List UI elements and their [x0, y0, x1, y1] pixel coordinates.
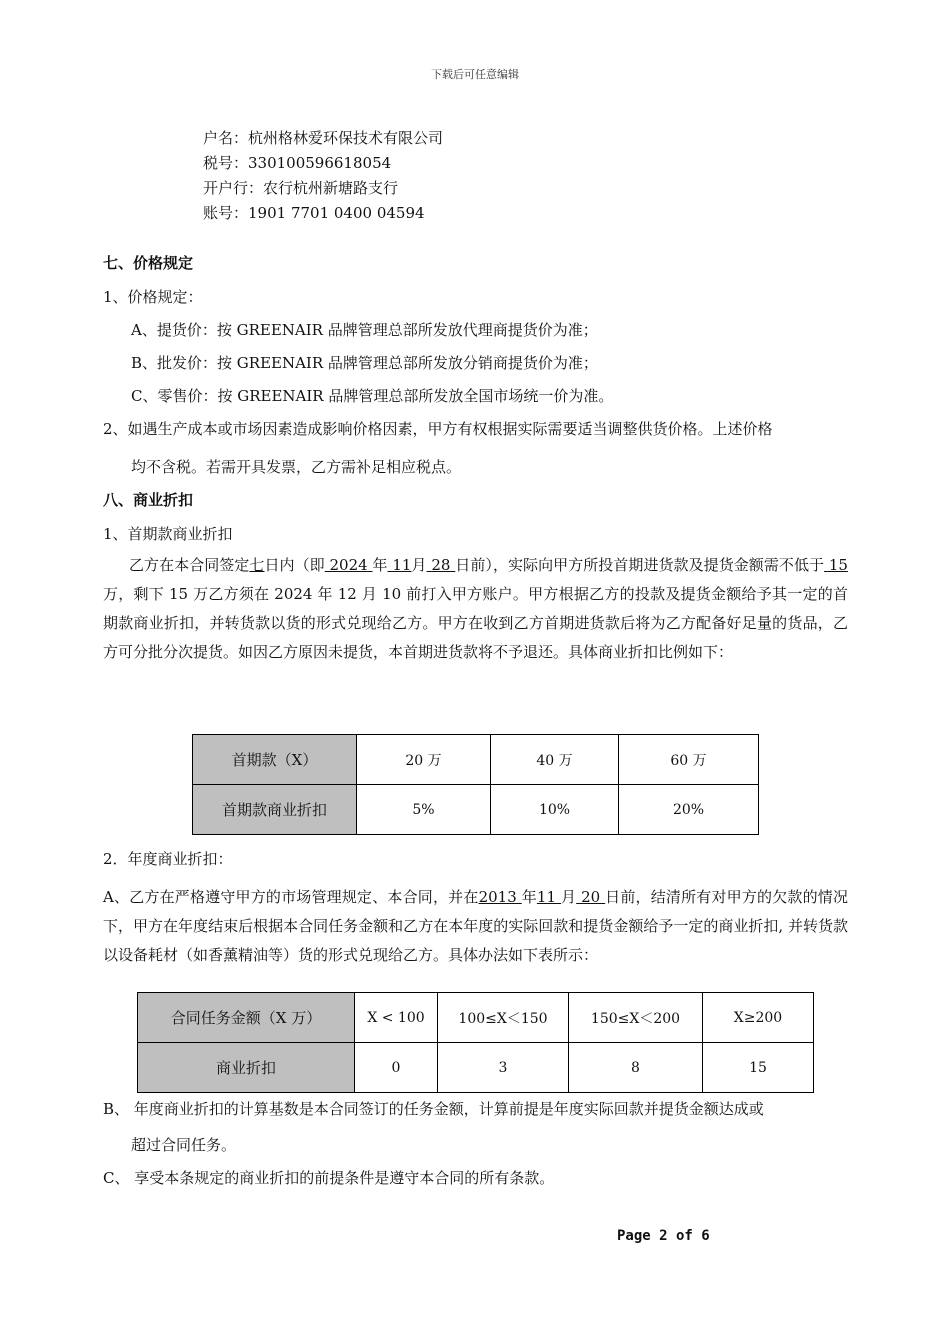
account-name: 户名：杭州格林爱环保技术有限公司 — [203, 129, 444, 147]
annual-discount-table — [137, 992, 814, 1093]
table1-cell: 40 万 — [491, 735, 619, 785]
sec8-paragraph-a: A、乙方在严格遵守甲方的市场管理规定、本合同，并在2013 年11 月 20 日前，结清所有对甲方的欠款的情况下，甲方在年度结束后根据本合同任务金额和乙方在本年度的实际回款和提货金额给予一定的商业折扣, 并转货款以设备耗材（如香薰精油等）货的形式兑现给乙方。具体办法如下表所示： — [103, 888, 849, 964]
table1-cell: 20% — [619, 785, 759, 835]
bank-branch: 开户行：农行杭州新塘路支行 — [203, 179, 399, 197]
table2-cell: X < 100 — [355, 993, 438, 1043]
sec8-item-b-line1: B、 年度商业折扣的计算基数是本合同签订的任务金额，计算前提是年度实际回款并提货金额达成或 — [103, 1100, 764, 1118]
sec7-item-a: A、提货价：按 GREENAIR 品牌管理总部所发放代理商提货价为准； — [131, 321, 598, 339]
table1-header-cell: 首期款商业折扣 — [193, 785, 357, 835]
section-8-title: 八、商业折扣 — [103, 491, 194, 509]
table1-cell: 60 万 — [619, 735, 759, 785]
table2-cell: 15 — [703, 1043, 814, 1093]
table2-cell: X≥200 — [703, 993, 814, 1043]
first-payment-discount-table — [192, 734, 759, 835]
table1-header-cell: 首期款（X） — [193, 735, 357, 785]
table2-cell: 8 — [569, 1043, 703, 1093]
table1-cell: 20 万 — [357, 735, 491, 785]
tax-number: 税号：330100596618054 — [203, 154, 392, 172]
table2-cell: 3 — [438, 1043, 569, 1093]
sec7-item2-line2: 均不含税。若需开具发票，乙方需补足相应税点。 — [131, 458, 462, 476]
page-number: Page 2 of 6 — [617, 1228, 710, 1244]
header-note: 下载后可任意编辑 — [431, 68, 519, 81]
sec7-item2-line1: 2、如遇生产成本或市场因素造成影响价格因素，甲方有权根据实际需要适当调整供货价格。上述价格 — [103, 420, 773, 438]
table1-cell: 5% — [357, 785, 491, 835]
table1-cell: 10% — [491, 785, 619, 835]
table2-cell: 0 — [355, 1043, 438, 1093]
table2-header-cell: 商业折扣 — [138, 1043, 355, 1093]
sec7-item-b: B、批发价：按 GREENAIR 品牌管理总部所发放分销商提货价为准； — [131, 354, 598, 372]
sec8-item1: 1、首期款商业折扣 — [103, 525, 233, 543]
table2-cell: 150≤X＜200 — [569, 993, 703, 1043]
table2-header-cell: 合同任务金额（X 万） — [138, 993, 355, 1043]
sec7-item-c: C、零售价：按 GREENAIR 品牌管理总部所发放全国市场统一价为准。 — [131, 387, 614, 405]
sec8-paragraph-1: 乙方在本合同签定七日内（即 2024 年 11月 28 日前），实际向甲方所投首期进货款及提货金额需不低于 15 万，剩下 15 万乙方须在 2024 年 12 月 10 前打入甲方账户。甲方根据乙方的投款及提货金额给予其一定的首期款商业折扣，并转货款以货的形式兑现给乙方。甲方在收到乙方首期进货款后将为乙方配备好足量的货品，乙方可分批分次提货。如因乙方原因未提货，本首期进货款将不予退还。具体商业折扣比例如下： — [103, 556, 848, 661]
sec7-item1: 1、价格规定： — [103, 288, 203, 306]
sec8-item-b-line2: 超过合同任务。 — [131, 1136, 237, 1154]
sec8-item2: 2．年度商业折扣： — [103, 850, 233, 868]
sec8-item-c: C、 享受本条规定的商业折扣的前提条件是遵守本合同的所有条款。 — [103, 1169, 555, 1187]
table2-cell: 100≤X＜150 — [438, 993, 569, 1043]
section-7-title: 七、价格规定 — [103, 254, 194, 272]
account-number: 账号：1901 7701 0400 04594 — [203, 204, 425, 222]
